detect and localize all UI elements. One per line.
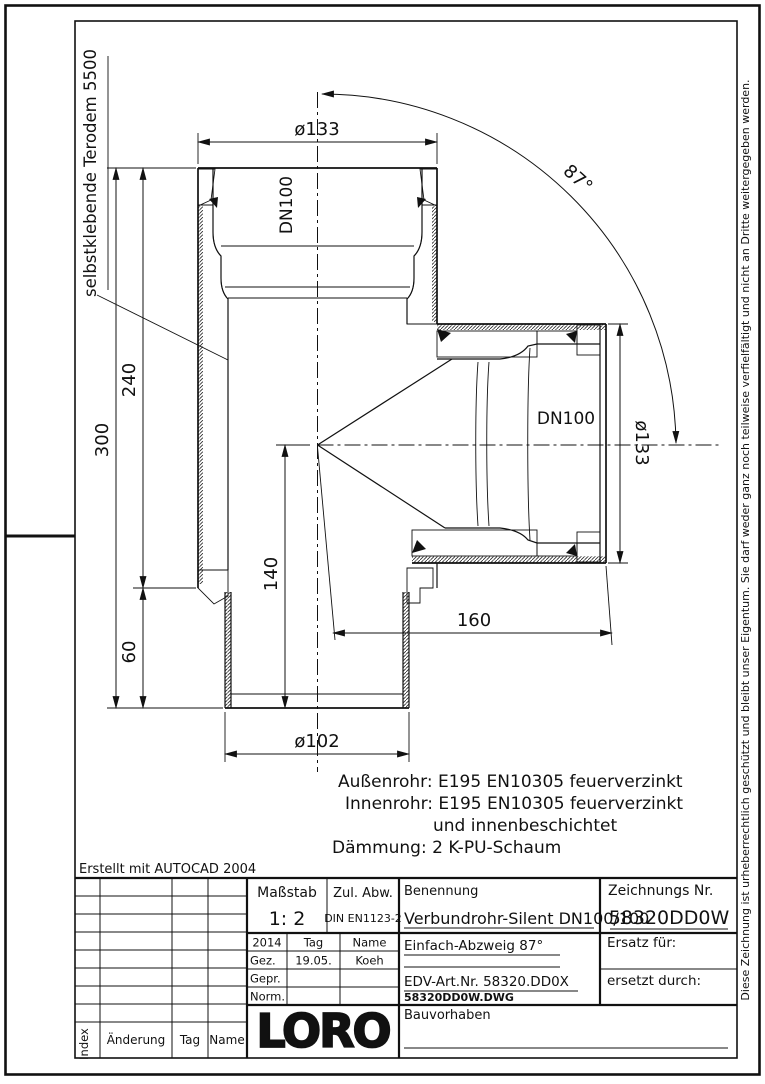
dim-spigot-dia: ø102 (294, 731, 340, 752)
created-with-note: Erstellt mit AUTOCAD 2004 (79, 862, 257, 877)
gez-name: Koeh (355, 953, 384, 968)
loro-logo: LORO (256, 1004, 390, 1058)
dim-outer-dia-top: ø133 (294, 119, 340, 140)
dwg-file-name: 58320DD0W.DWG (404, 991, 514, 1004)
zul-abw-value: DIN EN1123-2 (324, 912, 402, 925)
aenderung-label: Änderung (106, 1033, 166, 1047)
bauvorhaben-label: Bauvorhaben (404, 1008, 491, 1023)
label-dn-branch: DN100 (536, 409, 596, 429)
year-value: 2014 (252, 935, 282, 950)
tag-col-label: Tag (303, 935, 324, 950)
rev-name-label: Name (209, 1033, 245, 1047)
dim-branch-length: 160 (456, 610, 492, 631)
zeichnungs-nr-label: Zeichnungs Nr. (608, 883, 714, 899)
benennung-value: Verbundrohr-Silent DN100/100 (404, 909, 650, 928)
rev-tag-label: Tag (179, 1033, 201, 1047)
dim-branch-angle: 87° (558, 160, 597, 198)
masstab-label: Maßstab (257, 885, 317, 901)
ersatz-fuer-label: Ersatz für: (607, 935, 677, 951)
gepr-label: Gepr. (250, 971, 281, 986)
zeichnungs-nr-value: 58320DD0W (608, 907, 730, 929)
edv-art-nr: EDV-Art.Nr. 58320.DD0X (404, 974, 569, 990)
note-daemmung: Dämmung: 2 K-PU-Schaum (332, 838, 562, 858)
benennung-label: Benennung (404, 884, 479, 899)
gez-date: 19.05. (295, 953, 332, 968)
note-innenbeschichtet: und innenbeschichtet (433, 816, 618, 836)
dim-total-height: 300 (92, 422, 113, 458)
label-dn-main: DN100 (277, 175, 297, 235)
ersetzt-durch-label: ersetzt durch: (607, 973, 702, 989)
note-aussenrohr: Außenrohr: E195 EN10305 feuerverzinkt (338, 772, 683, 792)
dim-branch-axis-to-bottom: 140 (261, 556, 282, 592)
copyright-notice: Diese Zeichnung ist urheberrechtlich geschützt und bleibt unser Eigentum. Sie darf weder ganz noch teilweise verfielfältigt und nicht an Dritte weitergegeben werden. (739, 79, 752, 1001)
zul-abw-label: Zul. Abw. (333, 886, 393, 901)
leader-note-text: selbstklebende Terodem 5500 (81, 49, 100, 297)
dim-spigot-height: 60 (119, 640, 140, 664)
dim-insulated-height: 240 (119, 362, 140, 398)
dim-branch-outer-dia: ø133 (631, 420, 652, 466)
masstab-value: 1: 2 (268, 908, 306, 930)
variant-text: Einfach-Abzweig 87° (404, 938, 544, 954)
norm-label: Norm. (250, 989, 286, 1004)
name-col-label: Name (352, 935, 387, 950)
gez-label: Gez. (250, 953, 276, 968)
note-innenrohr: Innenrohr: E195 EN10305 feuerverzinkt (345, 794, 684, 814)
index-label: Index (77, 1028, 91, 1060)
